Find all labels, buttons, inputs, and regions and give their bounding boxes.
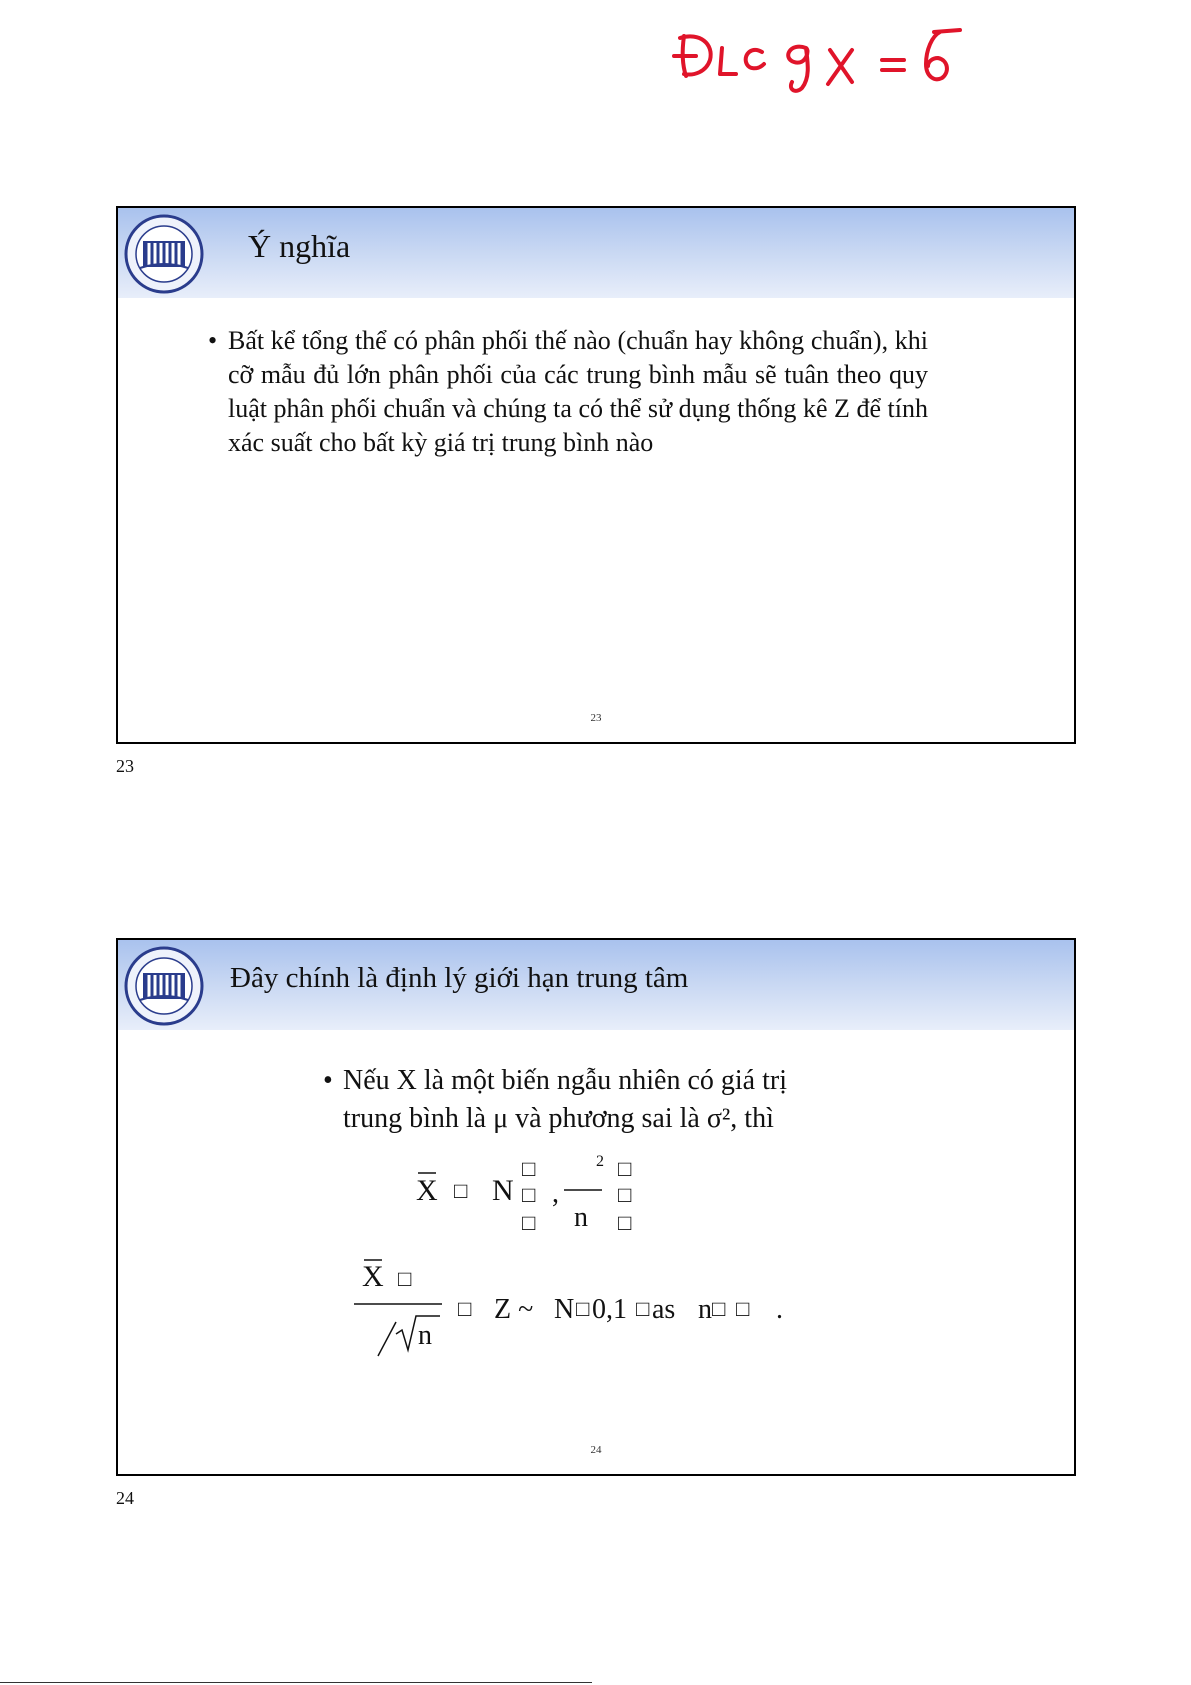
formula1-xbar: X bbox=[416, 1174, 438, 1207]
formula2-xbar: X bbox=[362, 1260, 384, 1293]
clt-formulas bbox=[118, 940, 1076, 1476]
formula2-missing-glyph: □ bbox=[398, 1266, 412, 1291]
formula2-missing-glyph: □ bbox=[458, 1296, 472, 1321]
formula2-as: as bbox=[652, 1294, 676, 1325]
formula2-z: Z ~ bbox=[494, 1294, 534, 1325]
formula1-missing-glyph: □ bbox=[522, 1156, 536, 1181]
bullet-dot: • bbox=[208, 326, 218, 355]
slide-number: 24 bbox=[590, 1444, 602, 1456]
formula2-missing-glyph: □ bbox=[712, 1296, 726, 1321]
slide-number: 23 bbox=[590, 712, 602, 724]
page-number: 23 bbox=[116, 756, 134, 776]
faculty-of-statistics-logo-icon bbox=[122, 212, 206, 296]
slide-title: Ý nghĩa bbox=[248, 228, 351, 264]
page-bottom-rule bbox=[0, 1682, 592, 1683]
formula2-period: . bbox=[776, 1294, 783, 1325]
formula2-missing-glyph: □ bbox=[636, 1296, 650, 1321]
slide-header bbox=[118, 208, 1074, 298]
formula1-missing-glyph: □ bbox=[618, 1210, 632, 1235]
formula2-N: N bbox=[554, 1294, 575, 1325]
formula1-missing-glyph: □ bbox=[522, 1182, 536, 1207]
formula2-missing-glyph: □ bbox=[576, 1296, 590, 1321]
slide-title: Đây chính là định lý giới hạn trung tâm bbox=[230, 962, 689, 994]
formula1-missing-glyph: □ bbox=[618, 1182, 632, 1207]
formula2-n: n bbox=[418, 1320, 432, 1351]
slide-23 bbox=[116, 206, 1076, 744]
formula2-n-limit: n bbox=[698, 1294, 712, 1325]
handwritten-annotation bbox=[670, 14, 970, 98]
formula2-args: 0,1 bbox=[592, 1294, 627, 1325]
formula2-slash bbox=[378, 1322, 396, 1356]
formula1-missing-glyph: □ bbox=[454, 1178, 468, 1203]
formula1-missing-glyph: □ bbox=[522, 1210, 536, 1235]
formula1-exponent: 2 bbox=[596, 1153, 604, 1170]
bullet-text: Bất kể tổng thể có phân phối thế nào (chuẩn hay không chuẩn), khi cỡ mẫu đủ lớn phân phối của các trung bình mẫu sẽ tuân theo quy luật phân phối chuẩn và chúng ta có thể sử dụng thống kê Z để tính xác suất cho bất kỳ giá trị trung bình nào bbox=[228, 326, 928, 457]
formula1-n: n bbox=[574, 1202, 588, 1233]
bullet-item bbox=[208, 324, 928, 460]
page-number: 24 bbox=[116, 1488, 134, 1508]
slide-24 bbox=[116, 938, 1076, 1476]
formula2-missing-glyph: □ bbox=[736, 1296, 750, 1321]
formula1-missing-glyph: □ bbox=[618, 1156, 632, 1181]
formula1-N: N bbox=[492, 1174, 514, 1207]
formula1-comma: , bbox=[552, 1178, 559, 1209]
bullet-line-2: trung bình là μ và phương sai là σ², thì bbox=[343, 1103, 774, 1134]
bullet-line-1: Nếu X là một biến ngẫu nhiên có giá trị bbox=[343, 1065, 787, 1096]
bullet-dot: • bbox=[323, 1065, 333, 1096]
